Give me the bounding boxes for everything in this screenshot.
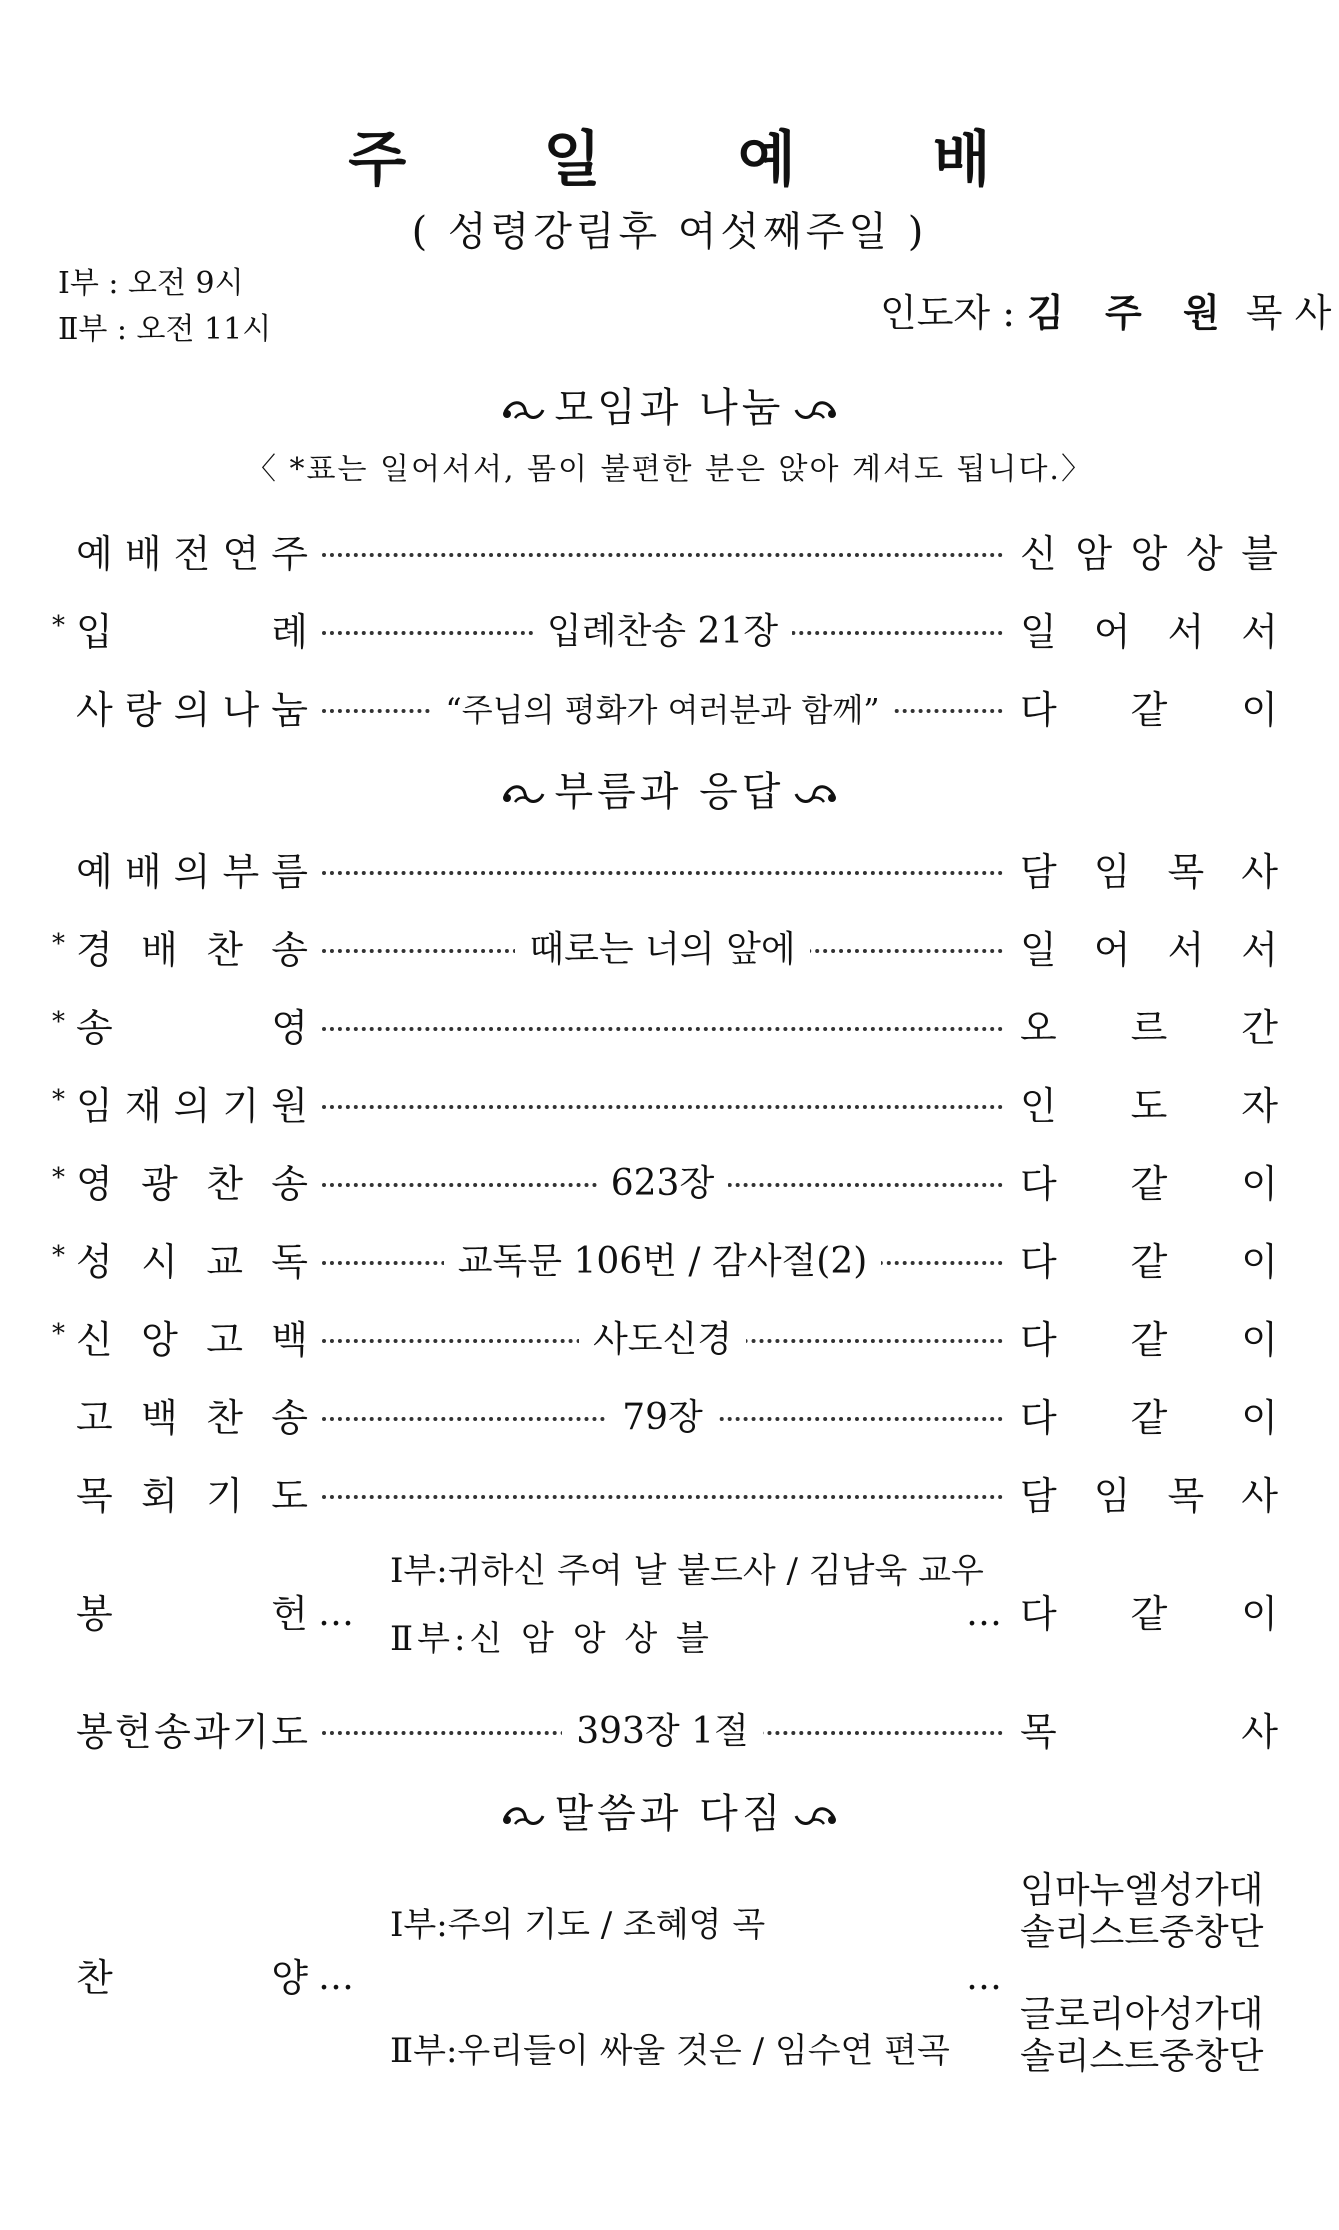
order-row-doxology	[0, 998, 1339, 1058]
stand-marker: *	[52, 1163, 65, 1193]
row-content: 623장	[597, 1163, 729, 1204]
order-row-prelude	[0, 524, 1339, 584]
ellipsis: …	[318, 1957, 354, 1998]
row-content: “주님의 평화가 여러분과 함께”	[431, 691, 893, 729]
row-content: 때로는 너의 앞에	[515, 929, 809, 970]
order-row-call-to-worship	[0, 842, 1339, 902]
row-performer: 담 임 목 사	[1020, 850, 1278, 894]
row-label: 예 배 전 연 주	[76, 532, 308, 576]
row-label: 고 백 찬 송	[76, 1396, 308, 1440]
anthem-part1: Ⅰ부:주의 기도 / 조혜영 곡	[390, 1905, 766, 1945]
leader-name: 김 주 원	[1027, 291, 1234, 335]
page-title: 주 일 예 배	[348, 125, 1049, 195]
anthem-choir-2: 글로리아성가대 솔리스트중창단	[1020, 1994, 1264, 2077]
ornament-left-icon	[501, 1804, 547, 1830]
order-row-pastoral-prayer	[0, 1466, 1339, 1526]
order-row-responsive-reading	[0, 1232, 1339, 1292]
offering-part1: Ⅰ부:귀하신 주여 날 붙드사 / 김남욱 교우	[390, 1551, 984, 1591]
leader-title: 목 사	[1245, 291, 1332, 335]
section-heading-gathering: 모임과 나눔	[0, 380, 1339, 436]
row-performer: 오 르 간	[1020, 1006, 1278, 1050]
row-performer: 신 암 앙 상 블	[1020, 532, 1278, 576]
row-performer: 다 같 이	[1020, 1396, 1278, 1440]
stand-marker: *	[52, 1241, 65, 1271]
dot-leader	[322, 1027, 1003, 1031]
stand-marker: *	[52, 1085, 65, 1115]
service-time-2: Ⅱ부 : 오전 11시	[58, 312, 272, 347]
row-performer: 일 어 서 서	[1020, 928, 1278, 972]
row-label: 임 재 의 기 원	[76, 1084, 308, 1128]
row-performer: 다 같 이	[1020, 1318, 1278, 1362]
row-label: 찬 양	[76, 1956, 308, 2000]
ornament-right-icon	[792, 782, 838, 808]
ellipsis: …	[966, 1593, 1002, 1634]
row-performer: 다 같 이	[1020, 1240, 1278, 1284]
row-performer: 목 사	[1020, 1710, 1278, 1754]
dot-leader	[322, 871, 1003, 875]
row-label: 경 배 찬 송	[76, 928, 308, 972]
row-label: 송 영	[76, 1006, 308, 1050]
stand-marker: *	[52, 929, 65, 959]
row-label: 봉 헌 송 과 기 도	[76, 1710, 308, 1754]
row-content: 79장	[608, 1397, 717, 1438]
ornament-left-icon	[501, 782, 547, 808]
standing-note: 〈 *표는 일어서서, 몸이 불편한 분은 앉아 계셔도 됩니다.〉	[246, 452, 1093, 487]
stand-marker: *	[52, 1319, 65, 1349]
offering-part2: Ⅱ부:신 암 앙 상 블	[390, 1619, 713, 1659]
row-label: 봉 헌	[76, 1592, 308, 1636]
stand-marker: *	[52, 611, 65, 641]
row-label: 목 회 기 도	[76, 1474, 308, 1518]
row-performer: 다 같 이	[1020, 688, 1278, 732]
order-row-entrance	[0, 602, 1339, 662]
order-row-confession-hymn	[0, 1388, 1339, 1448]
row-label: 사 랑 의 나 눔	[76, 688, 308, 732]
anthem-choir-1: 임마누엘성가대 솔리스트중창단	[1020, 1870, 1264, 1953]
row-label: 신 앙 고 백	[76, 1318, 308, 1362]
row-performer: 다 같 이	[1020, 1162, 1278, 1206]
ellipsis: …	[318, 1593, 354, 1634]
service-time-1: Ⅰ부 : 오전 9시	[58, 266, 244, 301]
dot-leader	[322, 1495, 1003, 1499]
row-label: 예 배 의 부 름	[76, 850, 308, 894]
ellipsis: …	[966, 1957, 1002, 1998]
order-row-invocation	[0, 1076, 1339, 1136]
order-row-praise-hymn	[0, 920, 1339, 980]
row-content: 393장 1절	[562, 1711, 763, 1752]
page-subtitle: ( 성령강림후 여섯째주일 )	[411, 209, 928, 255]
anthem-part2: Ⅱ부:우리들이 싸울 것은 / 임수연 편곡	[390, 2031, 950, 2071]
row-content: 입례찬송 21장	[533, 611, 792, 652]
row-label: 입 례	[76, 610, 308, 654]
row-content: 교독문 106번 / 감사절(2)	[444, 1241, 882, 1282]
section-heading-call: 부름과 응답	[0, 764, 1339, 820]
row-performer: 담 임 목 사	[1020, 1474, 1278, 1518]
order-row-greeting	[0, 680, 1339, 740]
dot-leader	[322, 1105, 1003, 1109]
row-label: 영 광 찬 송	[76, 1162, 308, 1206]
row-content: 사도신경	[579, 1319, 746, 1360]
ornament-left-icon	[501, 398, 547, 424]
leader	[880, 285, 1331, 341]
section-heading-word: 말씀과 다짐	[0, 1786, 1339, 1842]
dot-leader	[322, 553, 1003, 557]
order-row-glory-hymn	[0, 1154, 1339, 1214]
stand-marker: *	[52, 1007, 65, 1037]
row-performer: 인 도 자	[1020, 1084, 1278, 1128]
ornament-right-icon	[792, 398, 838, 424]
row-label: 성 시 교 독	[76, 1240, 308, 1284]
order-row-creed	[0, 1310, 1339, 1370]
ornament-right-icon	[792, 1804, 838, 1830]
order-row-offertory-prayer	[0, 1702, 1339, 1762]
row-performer: 일 어 서 서	[1020, 610, 1278, 654]
row-performer: 다 같 이	[1020, 1592, 1278, 1636]
leader-label: 인도자 :	[880, 291, 1016, 335]
